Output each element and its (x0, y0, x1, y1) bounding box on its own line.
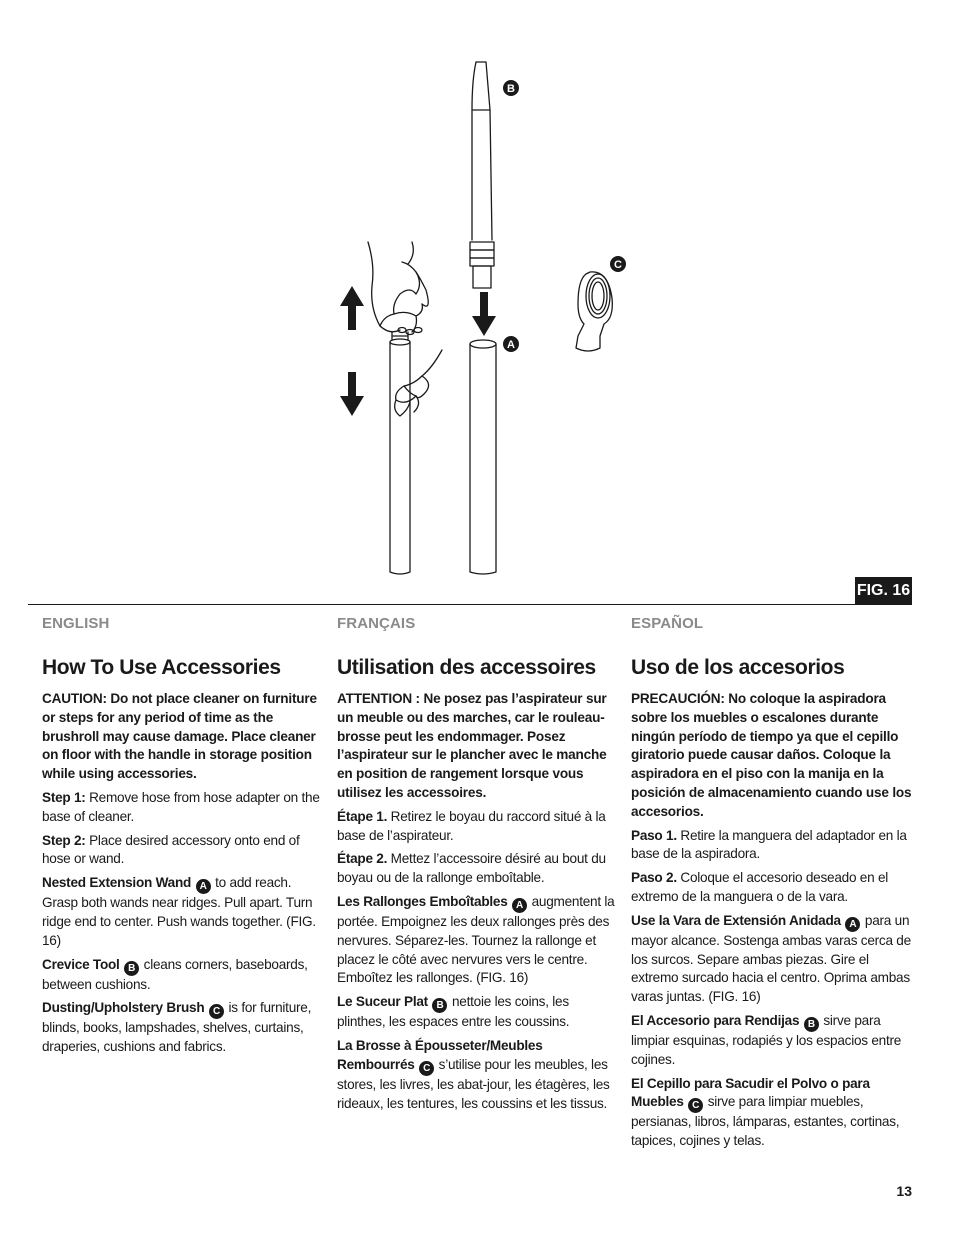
upper-hand (368, 242, 428, 335)
nested-wand-info: Nested Extension Wand A to add reach. Grasp both wands near ridges. Pull apart. Turn ridge end to center. Push wands together. (FIG. 16) (42, 875, 316, 948)
section-divider (28, 604, 912, 605)
language-label: FRANÇAIS (337, 615, 416, 632)
section-heading: How To Use Accessories (42, 656, 281, 679)
crevice-tool (470, 62, 494, 288)
crevice-tool-info: Le Suceur Plat B nettoie les coins, les plinthes, les espaces entre les coussins. (337, 994, 570, 1030)
held-wand (390, 332, 410, 574)
callout-a-badge: A (512, 898, 527, 913)
column-french (337, 614, 619, 1118)
dusting-brush-info: Dusting/Upholstery Brush C is for furniture, blinds, books, lampshades, shelves, curtains, draperies, cushions and fabrics. (42, 1000, 312, 1055)
callout-b-badge: B (432, 998, 447, 1013)
section-heading: Utilisation des accessoires (337, 656, 596, 679)
column-spanish (631, 614, 913, 1156)
caution-text: PRECAUCIÓN: No coloque la aspiradora sobre los muebles o escalones durante ningún período de tiempo ya que el cepillo giratorio puede causar daños. Coloque la aspiradora en el piso con la manija en la posición de almacenamiento cuando use los accesorios. (631, 691, 912, 819)
callout-c (610, 256, 626, 272)
step-1: Étape 1. Retirez le boyau du raccord situé à la base de l’aspirateur. (337, 808, 606, 843)
column-english (42, 614, 324, 1062)
caution-text: ATTENTION : Ne posez pas l’aspirateur sur un meuble ou des marches, car le rouleau-brosse peut les endommager. Posez l’aspirateur sur le plancher avec le manche en position de rangement lorsque vous utilisez les accessoires. (337, 691, 607, 800)
step-1: Step 1: Remove hose from hose adapter on the base of cleaner. (42, 789, 320, 824)
section-heading: Uso de los accesorios (631, 656, 845, 679)
dusting-brush-info: La Brosse à Épousseter/Meubles Rembourrés C s’utilise pour les meubles, les stores, les livres, les abat-jour, les étagères, les rideaux, les tentures, les coussins et les tissus. (337, 1037, 610, 1111)
step-2: Paso 2. Coloque el accesorio deseado en el extremo de la manguera o de la vara. (631, 870, 889, 904)
callout-b-badge: B (804, 1017, 819, 1032)
fig16-illustration (320, 50, 650, 590)
step-1: Paso 1. Retire la manguera del adaptador en la base de la aspiradora. (631, 827, 907, 862)
language-label: ESPAÑOL (631, 615, 704, 632)
callout-a (503, 336, 519, 352)
dusting-brush (576, 272, 612, 351)
lower-wand (470, 340, 496, 574)
svg-text:A: A (507, 339, 515, 351)
dusting-brush-info: El Cepillo para Sacudir el Polvo o para Muebles C sirve para limpiar muebles, persianas, libros, lámparas, estantes, cortinas, tapices, cojines y telas. (631, 1075, 900, 1149)
callout-c-badge: C (419, 1061, 434, 1076)
callout-b-badge: B (124, 961, 139, 976)
step-2: Step 2: Place desired accessory onto end of hose or wand. (42, 832, 300, 867)
page-number: 13 (896, 1183, 912, 1199)
callout-c-badge: C (209, 1004, 224, 1019)
callout-a-badge: A (845, 917, 860, 932)
callout-a-badge: A (196, 879, 211, 894)
nested-wand-info: Use la Vara de Extensión Anidada A para un mayor alcance. Sostenga ambas varas cerca de los surcos. Separe ambas piezas. Gire el extremo surcado hacia el centro. Oprima ambas varas juntas. (FIG. 16) (631, 912, 911, 1005)
language-label: ENGLISH (42, 615, 110, 632)
crevice-tool-info: El Accesorio para Rendijas B sirve para limpiar esquinas, rodapiés y los espacios entre cojines. (631, 1012, 902, 1067)
lower-hand (395, 350, 442, 416)
step-2: Étape 2. Mettez l’accessoire désiré au bout du boyau ou de la rallonge emboîtable. (337, 851, 606, 886)
nested-wand-info: Les Rallonges Emboîtables A augmentent la portée. Empoignez les deux rallonges près des nervures. Séparez-les. Tournez la rallonge et placez le côté avec nervures vers le centre. Emboîtez les rallonges. (FIG. 16) (337, 893, 615, 986)
callout-c-badge: C (688, 1098, 703, 1113)
callout-b (503, 80, 519, 96)
figure-label: FIG. 16 (855, 577, 912, 604)
caution-text: CAUTION: Do not place cleaner on furniture or steps for any period of time as the brushroll may cause damage. Place cleaner on floor with the handle in storage position while using accessories. (42, 691, 317, 782)
motion-arrows (340, 286, 496, 416)
svg-text:B: B (507, 83, 515, 95)
crevice-tool-info: Crevice Tool B cleans corners, baseboards, between cushions. (42, 956, 308, 992)
svg-text:C: C (614, 259, 622, 271)
